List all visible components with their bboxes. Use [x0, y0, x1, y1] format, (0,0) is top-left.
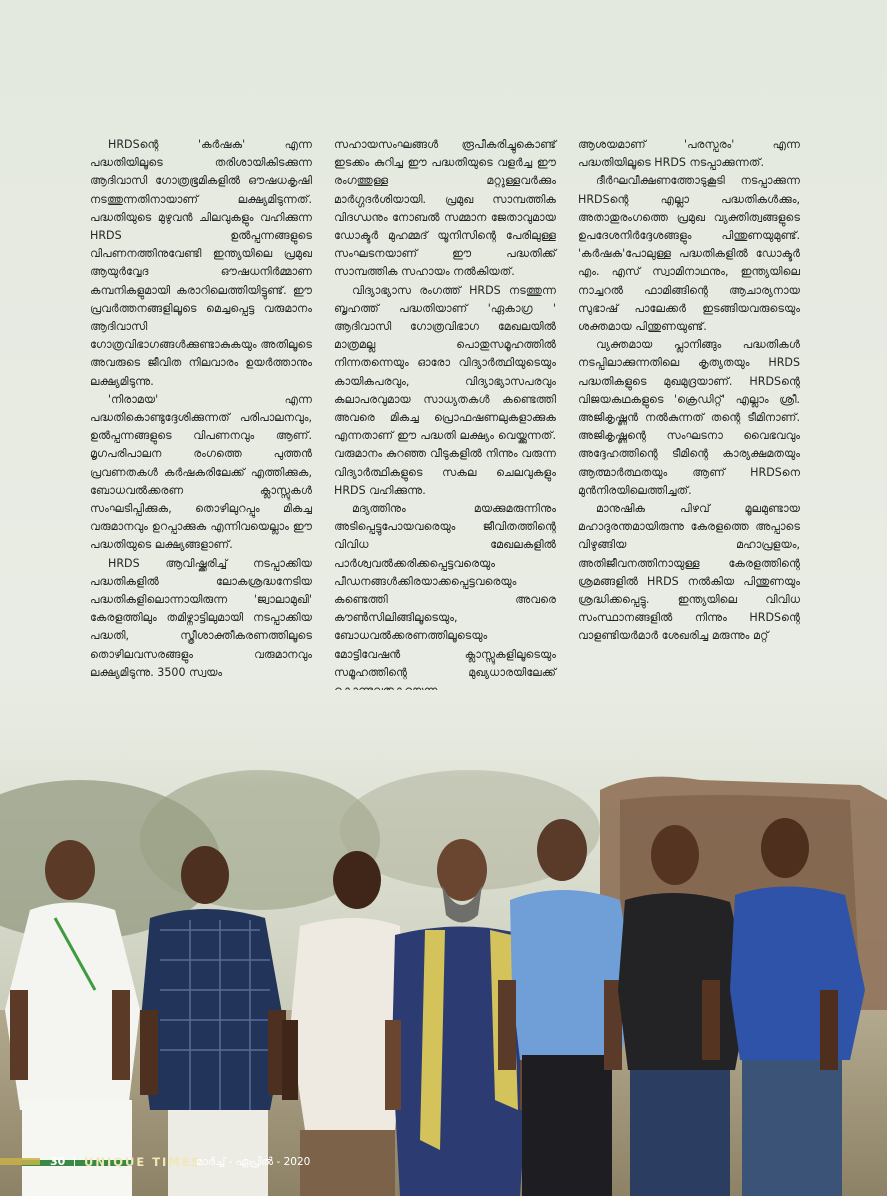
paragraph: 'നിരാമയ' എന്ന പദ്ധതികൊണ്ടുദ്ദേശിക്കുന്നത് പരിപാലനവും, ഉൽപ്പന്നങ്ങളുടെ വിപണനവും ആണ്. മൃഗപരിപാലന രംഗത്തെ പുത്തൻ പ്രവണതകൾ കർഷകരിലേക്ക് എത്തിക്കുക, ബോധവൽക്കരണ ക്ലാസ്സുകൾ സംഘടിപ്പിക്കുക, തൊഴിലുറപ്പും മികച്ച വരുമാനവും ഉറപ്പാക്കുക എന്നിവയെല്ലാം ഈ പദ്ധതിയുടെ ലക്ഷ്യങ്ങളാണ്. — [90, 392, 312, 552]
paragraph: വ്യക്തമായ പ്ലാനിങ്ങും പദ്ധതികൾ നടപ്പിലാക്കുന്നതിലെ കൃത്യതയും HRDS പദ്ധതികളുടെ മുഖമുദ്രയാണ്. HRDSന്റെ വിജയകഥകളുടെ 'ക്രെഡിറ്റ്' എല്ലാം ശ്രീ. അജികൃഷ്ണൻ നൽകുന്നത് തന്റെ ടീമിനാണ്. അജികൃഷ്ണന്റെ സംഘടനാ വൈഭവവും അദ്ദേഹത്തിന്റെ ടീമിന്റെ കാര്യക്ഷമതയും ആത്മാർത്ഥതയും ആണ് HRDSനെ മുൻനിരയിലെത്തിച്ചത്. — [578, 338, 800, 497]
paragraph: മദ്യത്തിനും മയക്കുമരുന്നിനും അടിപ്പെട്ടുപോയവരെയും ജീവിതത്തിന്റെ വിവിധ മേഖലകളിൽ പാർശ്വവൽക്കരിക്കപ്പെട്ടവരെയും പീഡനങ്ങൾക്കിരയാക്കപ്പെട്ടവരെയും കണ്ടെത്തി അവരെ കൗൺസിലിങ്ങിലൂടെയും, ബോധവൽക്കരണത്തിലൂടെയും മോട്ടിവേഷൻ ക്ലാസ്സുകളിലൂടെയും സമൂഹത്തിന്റെ മുഖ്യധാരയിലേക്ക് — [334, 502, 556, 679]
magazine-name: UNIQUE TIMES — [84, 1155, 202, 1169]
paragraph: സഹായസംഘങ്ങൾ രൂപീകരിച്ചുകൊണ്ട് ഇടക്കം കുറിച്ച ഈ പദ്ധതിയുടെ വളർച്ച ഈ രംഗത്തുള്ള മറ്റുള്ളവർക്കും മാർഗ്ഗദർശിയായി. പ്രമുഖ സാമ്പത്തിക വിദഗ്ധനും നോബൽ സമ്മാന ജേതാവുമായ ഡോക്ടർ മുഹമ്മദ് യൂനിസിന്റെ പേരിലുള്ള സംഘടനയാണ് ഈ പദ്ധതിക്ക് സാമ്പത്തിക സഹായം നൽകിയത്. — [334, 138, 556, 279]
article-column-3 — [578, 136, 800, 646]
footer-accent-bar — [0, 1158, 40, 1165]
paragraph: ആശയമാണ് 'പരസ്പരം' എന്ന പദ്ധതിയിലൂടെ HRDS നടപ്പാക്കുന്നത്. — [578, 138, 800, 170]
group-photo — [0, 690, 887, 1196]
group-photo-illustration — [0, 690, 887, 1196]
page-footer — [0, 1152, 400, 1172]
issue-date: മാർച്ച് - ഏപ്രിൽ - 2020 — [196, 1156, 311, 1168]
article-column-2 — [334, 136, 556, 700]
paragraph: ദീർഘവീക്ഷണത്തോടുകൂടി നടപ്പാക്കുന്ന HRDSന്റെ എല്ലാ പദ്ധതികൾക്കും, അതാതുരംഗത്തെ പ്രമുഖ വ്യക്തിത്വങ്ങളുടെ ഉപദേശനിർദ്ദേശങ്ങളും പിന്തുണയുമുണ്ട്. 'കർഷക'പോലുള്ള പദ്ധതികളിൽ ഡോക്ടർ എം. എസ് സ്വാമിനാഥനും, ഇന്ത്യയിലെ നാച്ചറൽ ഫാമിങ്ങിന്റെ ആചാര്യനായ സുഭാഷ് പാലേക്കർ ഇടങ്ങിയവരുടെയും ശക്തമായ പിന്തുണയുണ്ട്. — [578, 174, 800, 334]
article-column-1 — [90, 136, 312, 682]
paragraph: HRDS ആവിഷ്ക്കരിച്ച് നടപ്പാക്കിയ പദ്ധതികളിൽ ലോകശ്രദ്ധനേടിയ പദ്ധതികളിലൊന്നായിരുന്ന 'ജ്വാലാമുഖി' കേരളത്തിലും തമിഴ്നാട്ടിലുമായി നടപ്പാക്കിയ പദ്ധതി, സ്ത്രീശാക്തീകരണത്തിലൂടെ തൊഴിലവസരങ്ങളും വരുമാനവും ലക്ഷ്യമിടുന്നു. 3500 സ്വയം — [90, 556, 312, 679]
paragraph: വിദ്യാഭ്യാസ രംഗത്ത് HRDS നടത്തുന്ന ബൃഹത്ത് പദ്ധതിയാണ് 'ഏകാഗ്ര ' ആദിവാസി ഗോത്രവിഭാഗ മേഖലയിൽ മാത്രമല്ല പൊതുസമൂഹത്തിൽ നിന്നതന്നെയും ഓരോ വിദ്യാർത്ഥിയുടെയും കായികപരവും, വിദ്യാഭ്യാസപരവും കലാപരവുമായ സാധ്യതകൾ കണ്ടെത്തി അവരെ മികച്ച പ്രൊഫഷണലുകളാക്കുക എന്നതാണ് ഈ പദ്ധതി ലക്ഷ്യം വെയ്ക്കുന്നത്. വരുമാനം കുറഞ്ഞ വീടുകളിൽ നിന്നും വരുന്ന വിദ്യാർത്ഥികളുടെ സകല ചെലവുകളും HRDS വഹിക്കുന്നു. — [334, 283, 556, 497]
paragraph: മാനുഷിക പിഴവ് മൂലമുണ്ടായ മഹാദുരന്തമായിരുന്നു കേരളത്തെ അപ്പാടെ വിഴുങ്ങിയ മഹാപ്രളയം, അതിജീവനത്തിനായുള്ള കേരളത്തിന്റെ ശ്രമങ്ങളിൽ HRDS നൽകിയ പിന്തുണയും ശ്രദ്ധിക്കപ്പെട്ടു. ഇന്ത്യയിലെ വിവിധ സംസ്ഥാനങ്ങളിൽ നിന്നും HRDSന്റെ വാളണ്ടിയർമാർ ശേഖരിച്ച മരുന്നും മറ്റ് — [578, 502, 800, 643]
page-number: 30 — [50, 1155, 66, 1168]
paragraph: HRDSന്റെ 'കർഷക' എന്ന പദ്ധതിയിലൂടെ തരിശായികിടക്കുന്ന ആദിവാസി ഗോത്രഭൂമികളിൽ ഔഷധകൃഷി നടത്തുന്നതിനായാണ് ലക്ഷ്യമിടുന്നത്. പദ്ധതിയുടെ മുഴുവൻ ചിലവുകളും വഹിക്കുന്ന HRDS ഉൽപ്പന്നങ്ങളുടെ വിപണനത്തിനുവേണ്ടി ഇന്ത്യയിലെ പ്രമുഖ ആയുർവ്വേദ ഔഷധനിർമ്മാണ കമ്പനികളുമായി കരാറിലെത്തിയിട്ടുണ്ട്. ഈ പ്രവർത്തനങ്ങളിലൂടെ മെച്ചപ്പെട്ട വരുമാനം ആദിവാസി ഗോത്രവിഭാഗങ്ങൾക്കുണ്ടാകുകയും അതിലൂടെ അവരുടെ ജീവിത നിലവാരം ഉയർത്താനും ലക്ഷ്യമിടുന്നു. — [90, 138, 312, 388]
footer-divider — [74, 1156, 75, 1168]
